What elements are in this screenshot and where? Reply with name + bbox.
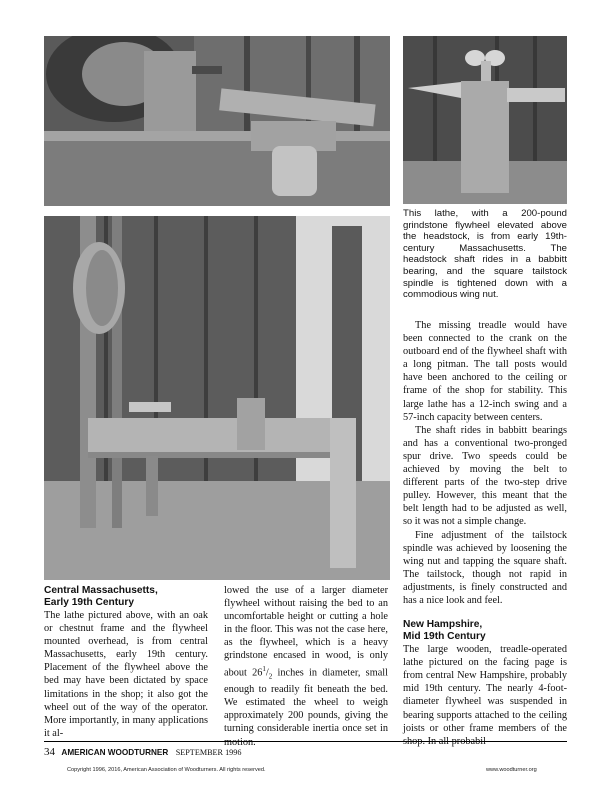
photo-headstock-closeup	[44, 36, 390, 206]
photo-tailstock-wingnut	[403, 36, 567, 204]
column-3	[403, 319, 567, 748]
fraction-slash: /	[265, 666, 269, 678]
copyright-notice: Copyright 1996, 2016, American Association of Woodturners. All rights reserved.	[67, 767, 266, 773]
photo-caption: This lathe, with a 200-pound grindstone flywheel elevated above the headstock, is from early 19th-century Massachusetts. The headstock shaft rides in a babbitt bearing, and the square tailstock spindle is tightened down with a commodious wing nut.	[403, 208, 567, 301]
section-heading-new-hampshire	[403, 619, 567, 643]
paragraph-col2	[224, 584, 388, 749]
column-2	[224, 584, 388, 749]
heading-line-1: Central Massachusetts,	[44, 585, 158, 596]
heading-line-2: Mid 19th Century	[403, 631, 486, 643]
paragraph-col1: The lathe pictured above, with an oak or chestnut frame and the flywheel mounted overhead, is from central Massachusetts, early 19th century. Placement of the flywheel above the bed may have been dictated by space limitations in the shop; it also got the wheel out of the way of the operator. More importantly, in many applications it al-	[44, 610, 208, 739]
col2-text-before: lowed the use of a larger diameter flywheel without raising the bed to an uncomfortable height or cutting a hole in the floor. This was not the case here, as the flywheel, which is a heavy grindstone encased in wood, is only about 26	[224, 585, 388, 678]
photo-full-lathe	[44, 216, 390, 580]
col2-text-after: inches in diameter, small enough to readily fit beneath the bed. We estimated the wheel to weigh approximately 200 pounds, giving the turning considerable inertia once set in motion.	[224, 666, 388, 748]
magazine-title: AMERICAN WOODTURNER	[61, 748, 169, 757]
footer-rule	[44, 741, 567, 742]
paragraph-treadle: The missing treadle would have been connected to the crank on the outboard end of the flywheel shaft with a long pitman. The tall posts would have been anchored to the ceiling or frame of the shop for stability. This large lathe has a 12-inch swing and a 57-inch capacity between centers.	[403, 320, 567, 423]
website-link[interactable]: www.woodturner.org	[486, 767, 537, 773]
column-1	[44, 585, 208, 740]
fraction-denominator: 2	[268, 672, 273, 681]
paragraph-new-hampshire: The large wooden, treadle-operated lathe pictured on the facing page is from central New Hampshire, probably mid 19th century. The nearly 4-foot-diameter flywheel was suspended in bearing supports attached to the ceiling joists or other frame members of the shop. In all probabil-	[403, 644, 567, 747]
fraction-numerator: 1	[262, 664, 266, 673]
paragraph-tailstock: Fine adjustment of the tailstock spindle was achieved by loosening the wing nut and tapping the square shaft. The tailstock, though not rapid in adjustments, is finely constructed and has a nice look and feel.	[403, 529, 567, 606]
footer	[44, 746, 241, 758]
heading-line-2: Early 19th Century	[44, 597, 135, 608]
issue-date: SEPTEMBER 1996	[175, 748, 242, 757]
section-heading-central-massachusetts	[44, 585, 208, 609]
page-number: 34	[44, 746, 55, 758]
heading-line-1: New Hampshire,	[403, 619, 483, 631]
paragraph-babbitt: The shaft rides in babbitt bearings and has a conventional two-pronged spur drive. Two speeds could be achieved by moving the belt to different parts of the two-step drive pulley. However, this meant that the belt length had to be adjusted as well, so it was not a simple change.	[403, 424, 567, 528]
